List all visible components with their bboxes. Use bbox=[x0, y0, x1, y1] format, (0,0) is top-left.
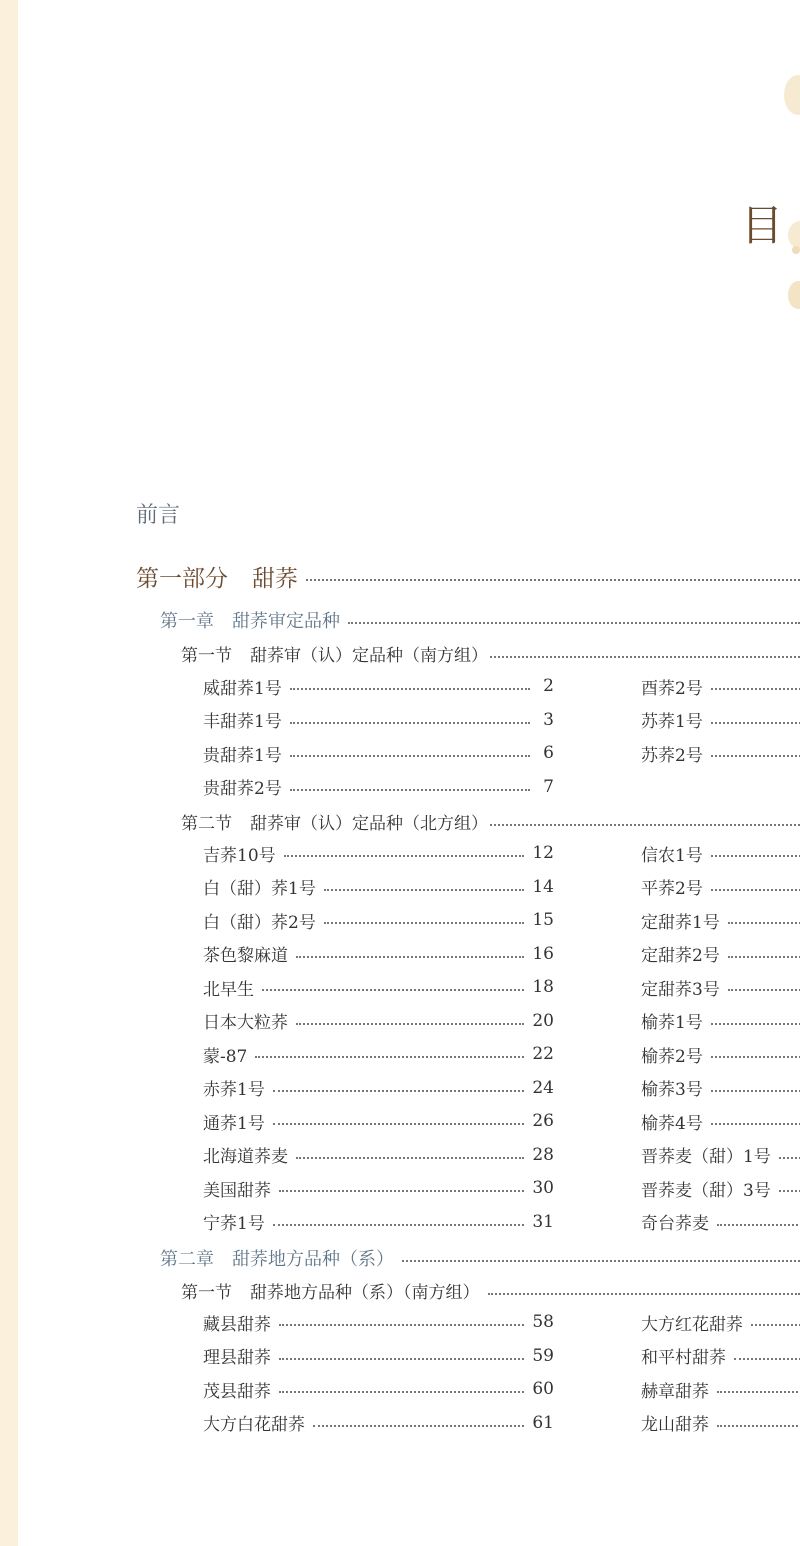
part-label: 第一部分 bbox=[136, 566, 228, 592]
section-label: 第一节 bbox=[181, 646, 232, 666]
entry-name: 茶色黎麻道 bbox=[203, 946, 288, 966]
leader-dots bbox=[273, 1224, 525, 1226]
entry-name: 奇台荞麦 bbox=[641, 1214, 709, 1234]
leader-dots bbox=[279, 1358, 524, 1360]
toc-entry[interactable] bbox=[203, 674, 554, 698]
toc-entry[interactable] bbox=[641, 1042, 800, 1066]
entry-name: 日本大粒荞 bbox=[203, 1013, 288, 1033]
entry-name: 美国甜荞 bbox=[203, 1180, 271, 1201]
toc-entry[interactable] bbox=[203, 942, 554, 966]
part-name: 甜荞 bbox=[252, 566, 298, 592]
leader-dots bbox=[711, 722, 800, 724]
toc-entry[interactable] bbox=[203, 1109, 554, 1133]
leader-dots bbox=[490, 656, 800, 658]
toc-entry[interactable] bbox=[203, 741, 554, 765]
entry-name: 通荞1号 bbox=[203, 1113, 265, 1134]
entry-page-number: 14 bbox=[532, 876, 554, 897]
entry-name: 晋荞麦（甜）3号 bbox=[641, 1180, 771, 1201]
entry-name: 白（甜）荞1号 bbox=[203, 879, 316, 899]
toc-part-1[interactable] bbox=[136, 560, 800, 593]
entry-name: 大方红花甜荞 bbox=[641, 1314, 743, 1335]
leader-dots bbox=[296, 1157, 524, 1159]
toc-entry[interactable] bbox=[641, 841, 800, 865]
toc-entry[interactable] bbox=[203, 975, 554, 999]
toc-entry[interactable] bbox=[641, 1176, 800, 1200]
leader-dots bbox=[255, 1056, 524, 1058]
entry-page-number: 30 bbox=[532, 1178, 554, 1198]
toc-entry[interactable] bbox=[641, 908, 800, 932]
entry-page-number: 58 bbox=[532, 1312, 554, 1332]
toc-entry[interactable] bbox=[203, 1143, 554, 1167]
chapter-label: 第一章 bbox=[160, 611, 214, 632]
leader-dots bbox=[711, 855, 800, 857]
toc-entry[interactable] bbox=[203, 875, 554, 899]
entry-name: 定甜荞2号 bbox=[641, 946, 720, 966]
leader-dots bbox=[728, 922, 800, 924]
toc-entry[interactable] bbox=[641, 1143, 800, 1167]
leader-dots bbox=[711, 889, 800, 891]
toc-entry[interactable] bbox=[203, 841, 554, 865]
toc-entry[interactable] bbox=[641, 875, 800, 899]
toc-entry[interactable] bbox=[641, 674, 800, 698]
entry-page-number: 20 bbox=[532, 1010, 554, 1031]
entry-page-number: 22 bbox=[532, 1044, 554, 1064]
leader-dots bbox=[711, 1023, 800, 1025]
leader-dots bbox=[290, 722, 530, 724]
section-label: 第一节 bbox=[181, 1283, 232, 1303]
leader-dots bbox=[717, 1224, 800, 1226]
entry-page-number: 2 bbox=[543, 676, 554, 696]
toc-entry[interactable] bbox=[641, 942, 800, 966]
entry-page-number: 24 bbox=[532, 1077, 554, 1098]
toc-entry[interactable] bbox=[641, 741, 800, 765]
toc-preface[interactable]: 前言 bbox=[136, 503, 181, 528]
leader-dots bbox=[284, 855, 525, 857]
toc-entry[interactable] bbox=[203, 1009, 554, 1033]
entry-name: 威甜荞1号 bbox=[203, 678, 282, 699]
entry-name: 晋荞麦（甜）1号 bbox=[641, 1147, 771, 1167]
toc-entry[interactable] bbox=[203, 1176, 554, 1200]
toc-entry[interactable] bbox=[203, 1076, 554, 1100]
toc-chapter-2[interactable] bbox=[160, 1245, 800, 1271]
leader-dots bbox=[279, 1324, 524, 1326]
entry-name: 苏荞2号 bbox=[641, 745, 703, 766]
leader-dots bbox=[279, 1391, 524, 1393]
leader-dots bbox=[273, 1090, 525, 1092]
toc-entry[interactable] bbox=[203, 1344, 554, 1368]
chapter-label: 第二章 bbox=[160, 1249, 214, 1270]
toc-entry[interactable] bbox=[203, 1042, 554, 1066]
entry-name: 榆荞4号 bbox=[641, 1113, 703, 1134]
entry-name: 信农1号 bbox=[641, 845, 703, 866]
leader-dots bbox=[779, 1190, 800, 1192]
entry-name: 丰甜荞1号 bbox=[203, 712, 282, 732]
floral-decoration bbox=[770, 55, 800, 325]
entry-name: 贵甜荞2号 bbox=[203, 779, 282, 799]
section-name: 甜荞审（认）定品种（北方组） bbox=[250, 814, 488, 834]
toc-entry[interactable] bbox=[641, 1344, 800, 1368]
entry-name: 和平村甜荞 bbox=[641, 1348, 726, 1368]
entry-name: 榆荞2号 bbox=[641, 1046, 703, 1067]
entry-name: 藏县甜荞 bbox=[203, 1314, 271, 1335]
entry-name: 蒙-87 bbox=[203, 1046, 248, 1067]
entry-name: 龙山甜荞 bbox=[641, 1415, 709, 1435]
entry-page-number: 31 bbox=[532, 1211, 554, 1232]
toc-entry[interactable] bbox=[641, 1310, 800, 1334]
left-margin-strip bbox=[0, 0, 18, 1546]
toc-entry[interactable] bbox=[641, 1109, 800, 1133]
toc-entry[interactable] bbox=[203, 708, 554, 732]
toc-entry[interactable] bbox=[641, 1377, 800, 1401]
leader-dots bbox=[734, 1358, 800, 1360]
leader-dots bbox=[273, 1123, 525, 1125]
leader-dots bbox=[324, 889, 525, 891]
entry-name: 白（甜）荞2号 bbox=[203, 912, 316, 933]
toc-entry[interactable] bbox=[203, 908, 554, 932]
entry-page-number: 60 bbox=[532, 1379, 554, 1399]
toc-entry[interactable] bbox=[641, 1009, 800, 1033]
entry-page-number: 12 bbox=[532, 843, 554, 863]
entry-name: 大方白花甜荞 bbox=[203, 1415, 305, 1435]
entry-name: 平荞2号 bbox=[641, 879, 703, 899]
entry-name: 宁荞1号 bbox=[203, 1214, 265, 1234]
entry-name: 赫章甜荞 bbox=[641, 1381, 709, 1402]
toc-entry[interactable] bbox=[203, 1411, 554, 1435]
entry-name: 定甜荞3号 bbox=[641, 979, 720, 1000]
leader-dots bbox=[717, 1425, 800, 1427]
leader-dots bbox=[296, 1023, 524, 1025]
leader-dots bbox=[488, 1293, 800, 1295]
entry-page-number: 18 bbox=[532, 977, 554, 997]
section-label: 第二节 bbox=[181, 814, 232, 834]
leader-dots bbox=[711, 688, 800, 690]
entry-page-number: 3 bbox=[543, 709, 554, 730]
entry-name: 榆荞1号 bbox=[641, 1013, 703, 1033]
leader-dots bbox=[290, 789, 530, 791]
chapter-name: 甜荞地方品种（系） bbox=[232, 1249, 394, 1270]
leader-dots bbox=[751, 1324, 800, 1326]
section-name: 甜荞审（认）定品种（南方组） bbox=[250, 646, 488, 666]
toc-chapter-1[interactable] bbox=[160, 607, 800, 633]
toc-entry[interactable] bbox=[641, 975, 800, 999]
entry-page-number: 61 bbox=[532, 1412, 554, 1433]
leader-dots bbox=[324, 922, 525, 924]
leader-dots bbox=[490, 824, 800, 826]
section-name: 甜荞地方品种（系）（南方组） bbox=[250, 1283, 480, 1303]
entry-name: 北海道荞麦 bbox=[203, 1147, 288, 1167]
toc-entry[interactable] bbox=[203, 1210, 554, 1234]
page-title: 目 bbox=[741, 201, 784, 250]
toc-entry[interactable] bbox=[203, 775, 554, 799]
entry-name: 北早生 bbox=[203, 979, 254, 1000]
toc-ch1-section-1[interactable] bbox=[181, 641, 800, 666]
entry-page-number: 59 bbox=[532, 1345, 554, 1366]
leader-dots bbox=[779, 1157, 800, 1159]
leader-dots bbox=[728, 989, 800, 991]
chapter-name: 甜荞审定品种 bbox=[232, 611, 340, 632]
entry-name: 贵甜荞1号 bbox=[203, 745, 282, 766]
entry-page-number: 7 bbox=[543, 776, 554, 797]
toc-ch2-section-1[interactable] bbox=[181, 1278, 800, 1303]
leader-dots bbox=[402, 1260, 800, 1262]
leader-dots bbox=[306, 579, 800, 581]
entry-page-number: 28 bbox=[532, 1144, 554, 1165]
leader-dots bbox=[711, 1123, 800, 1125]
toc-entry[interactable] bbox=[641, 708, 800, 732]
entry-name: 苏荞1号 bbox=[641, 712, 703, 732]
entry-name: 酉荞2号 bbox=[641, 678, 703, 699]
leader-dots bbox=[290, 755, 530, 757]
leader-dots bbox=[313, 1425, 524, 1427]
entry-name: 定甜荞1号 bbox=[641, 912, 720, 933]
entry-page-number: 16 bbox=[532, 943, 554, 964]
leader-dots bbox=[296, 956, 524, 958]
toc-entry[interactable] bbox=[641, 1076, 800, 1100]
toc-entry[interactable] bbox=[203, 1377, 554, 1401]
leader-dots bbox=[348, 622, 800, 624]
entry-page-number: 26 bbox=[532, 1111, 554, 1131]
leader-dots bbox=[262, 989, 524, 991]
entry-page-number: 6 bbox=[543, 743, 554, 763]
entry-name: 理县甜荞 bbox=[203, 1348, 271, 1368]
leader-dots bbox=[290, 688, 530, 690]
leader-dots bbox=[728, 956, 800, 958]
toc-entry[interactable] bbox=[641, 1411, 800, 1435]
entry-page-number: 15 bbox=[532, 910, 554, 930]
leader-dots bbox=[711, 1090, 800, 1092]
leader-dots bbox=[711, 755, 800, 757]
leader-dots bbox=[711, 1056, 800, 1058]
entry-name: 榆荞3号 bbox=[641, 1080, 703, 1100]
entry-name: 吉荞10号 bbox=[203, 845, 276, 866]
toc-entry[interactable] bbox=[641, 1210, 800, 1234]
toc-entry[interactable] bbox=[203, 1310, 554, 1334]
leader-dots bbox=[717, 1391, 800, 1393]
entry-name: 赤荞1号 bbox=[203, 1080, 265, 1100]
toc-ch1-section-2[interactable] bbox=[181, 809, 800, 834]
entry-name: 茂县甜荞 bbox=[203, 1381, 271, 1402]
leader-dots bbox=[279, 1190, 524, 1192]
